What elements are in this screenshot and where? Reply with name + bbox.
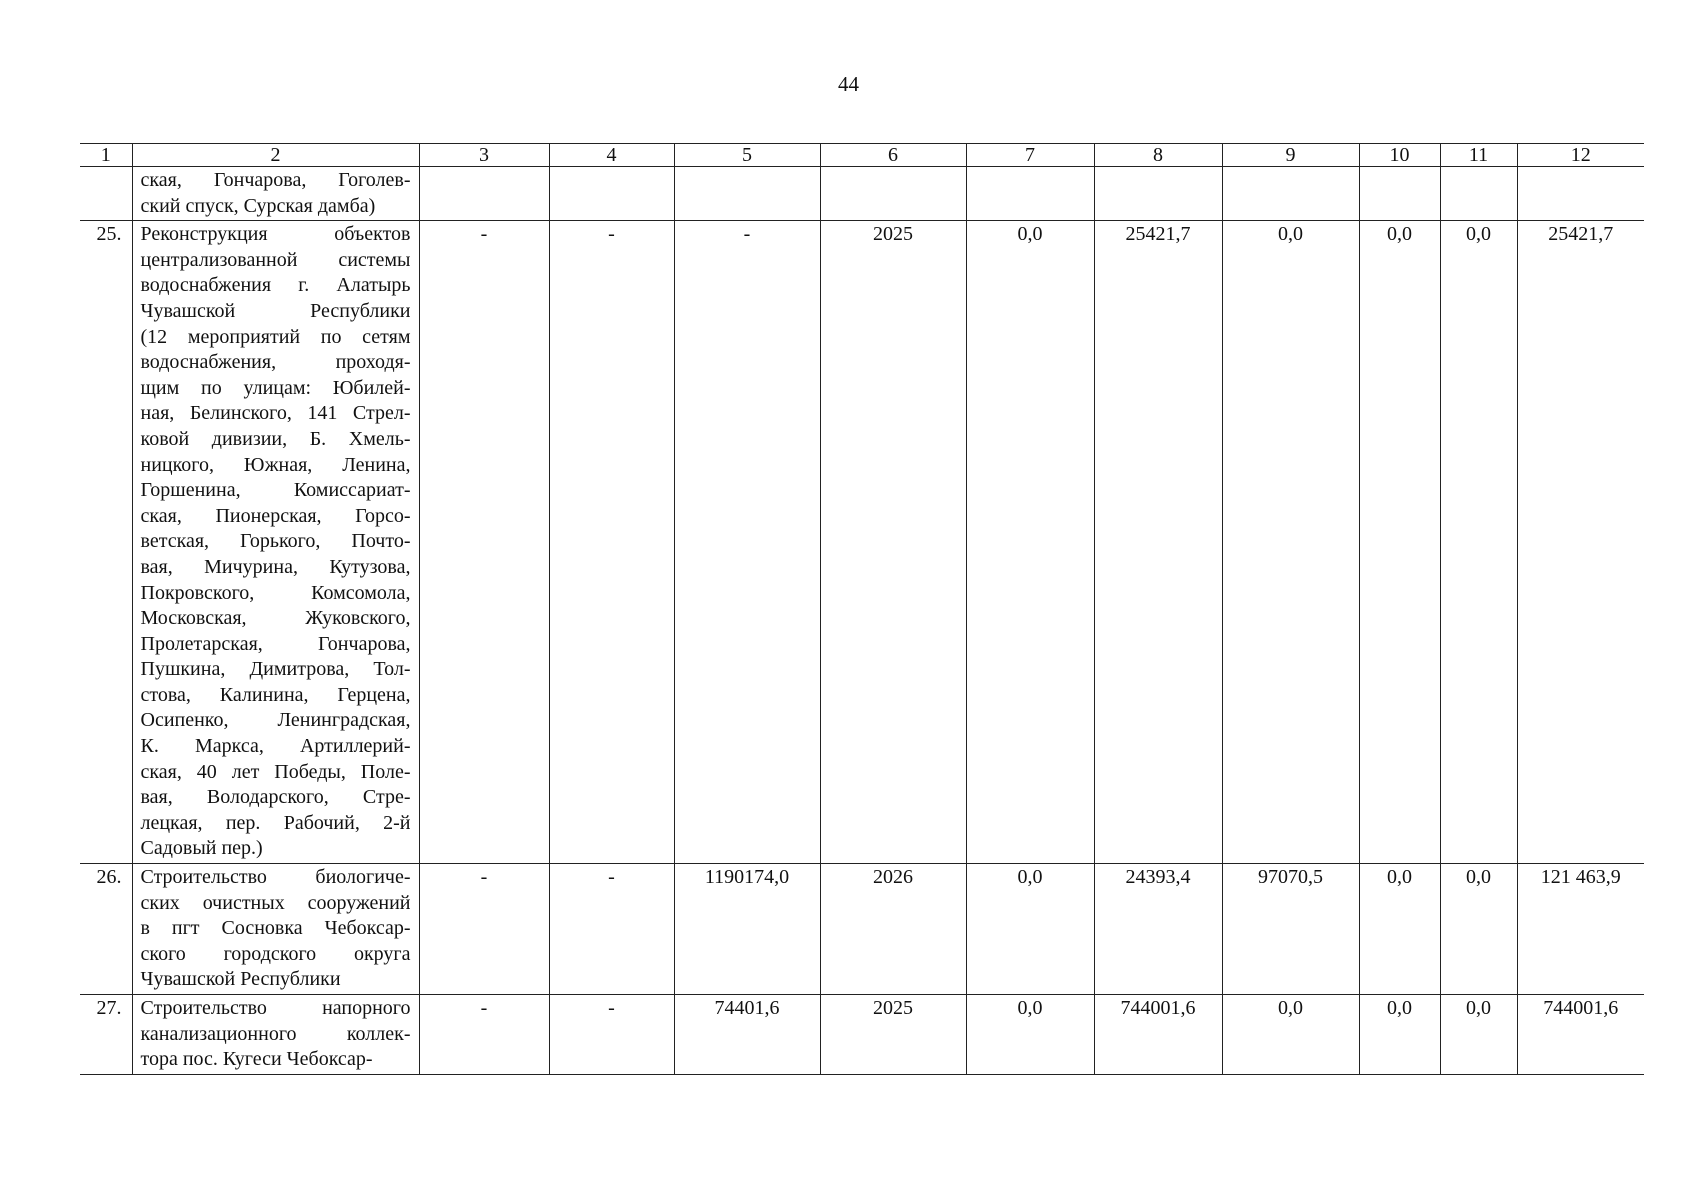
table-cell: - bbox=[419, 221, 549, 864]
table-cell: 25421,7 bbox=[1517, 221, 1644, 864]
row-description bbox=[132, 864, 419, 995]
description-line: водоснабжения, проходя- bbox=[140, 351, 411, 374]
row-number: 25. bbox=[80, 221, 132, 864]
description-line: канализационного коллек- bbox=[140, 1022, 411, 1045]
table-cell: 74401,6 bbox=[674, 995, 820, 1075]
table-cell: 0,0 bbox=[1440, 864, 1517, 995]
table-cell: 0,0 bbox=[1440, 221, 1517, 864]
description-line: Московская, Жуковского, bbox=[140, 607, 411, 630]
description-line: (12 мероприятий по сетям bbox=[140, 325, 411, 348]
table-cell: 0,0 bbox=[1359, 864, 1440, 995]
header-cell: 4 bbox=[549, 144, 674, 167]
table-row bbox=[80, 864, 1644, 995]
table-cell: 0,0 bbox=[1359, 221, 1440, 864]
table-row bbox=[80, 167, 1644, 221]
description-line: ная, Белинского, 141 Стрел- bbox=[140, 402, 411, 425]
description-line: Реконструкция объектов bbox=[140, 223, 411, 246]
description-line: вая, Володарского, Стре- bbox=[140, 786, 411, 809]
description-line: тора пос. Кугеси Чебоксар- bbox=[140, 1048, 373, 1071]
header-cell: 2 bbox=[132, 144, 419, 167]
description-line: Строительство напорного bbox=[140, 997, 411, 1019]
description-line: Садовый пер.) bbox=[140, 837, 263, 860]
description-line: ского городского округа bbox=[140, 942, 411, 965]
header-cell: 6 bbox=[820, 144, 966, 167]
description-line: централизованной системы bbox=[140, 248, 411, 271]
header-cell: 1 bbox=[80, 144, 132, 167]
page-number: 44 bbox=[838, 72, 859, 96]
header-cell: 5 bbox=[674, 144, 820, 167]
table-cell: 2025 bbox=[820, 221, 966, 864]
row-number: 26. bbox=[80, 864, 132, 995]
table-cell bbox=[820, 167, 966, 221]
description-line: ских очистных сооружений bbox=[140, 891, 411, 914]
table-cell: 0,0 bbox=[1222, 221, 1359, 864]
description-line: Пролетарская, Гончарова, bbox=[140, 632, 411, 655]
header-cell: 9 bbox=[1222, 144, 1359, 167]
description-line: ская, Пионерская, Горсо- bbox=[140, 504, 411, 527]
table-row bbox=[80, 995, 1644, 1075]
table-cell bbox=[1094, 167, 1222, 221]
description-line: К. Маркса, Артиллерий- bbox=[140, 735, 411, 758]
header-cell: 11 bbox=[1440, 144, 1517, 167]
table-cell: 1190174,0 bbox=[674, 864, 820, 995]
table-cell bbox=[1440, 167, 1517, 221]
table-cell: 744001,6 bbox=[1094, 995, 1222, 1075]
table-cell bbox=[966, 167, 1094, 221]
description-line: лецкая, пер. Рабочий, 2-й bbox=[140, 811, 411, 834]
row-number: 27. bbox=[80, 995, 132, 1075]
table-cell: 24393,4 bbox=[1094, 864, 1222, 995]
table-cell: 0,0 bbox=[966, 995, 1094, 1075]
header-cell: 7 bbox=[966, 144, 1094, 167]
row-description bbox=[132, 221, 419, 864]
table-cell: - bbox=[674, 221, 820, 864]
table-cell: 744001,6 bbox=[1517, 995, 1644, 1075]
table-cell: - bbox=[419, 995, 549, 1075]
header-cell: 10 bbox=[1359, 144, 1440, 167]
table-cell bbox=[549, 167, 674, 221]
table-header-row bbox=[80, 144, 1644, 167]
table-cell: 0,0 bbox=[966, 221, 1094, 864]
table-cell: - bbox=[549, 221, 674, 864]
data-table bbox=[80, 143, 1644, 1075]
description-line: ская, 40 лет Победы, Поле- bbox=[140, 760, 411, 783]
table-cell: 2026 bbox=[820, 864, 966, 995]
table-cell bbox=[1517, 167, 1644, 221]
description-line: Чувашской Республики bbox=[140, 968, 341, 991]
description-line: Строительство биологиче- bbox=[140, 866, 411, 889]
table-cell: 0,0 bbox=[966, 864, 1094, 995]
description-line: щим по улицам: Юбилей- bbox=[140, 376, 411, 399]
description-line: ская, Гончарова, Гоголев- bbox=[140, 169, 411, 191]
row-description bbox=[132, 995, 419, 1075]
description-line: Осипенко, Ленинградская, bbox=[140, 709, 411, 732]
table-row bbox=[80, 221, 1644, 864]
table-cell: 0,0 bbox=[1222, 995, 1359, 1075]
table-cell: 2025 bbox=[820, 995, 966, 1075]
description-line: Чувашской Республики bbox=[140, 299, 411, 322]
table-cell: - bbox=[549, 995, 674, 1075]
table-cell: 121 463,9 bbox=[1517, 864, 1644, 995]
table-cell: - bbox=[549, 864, 674, 995]
description-line: Покровского, Комсомола, bbox=[140, 581, 411, 604]
description-line: стова, Калинина, Герцена, bbox=[140, 683, 411, 706]
table-cell bbox=[419, 167, 549, 221]
description-line: в пгт Сосновка Чебоксар- bbox=[140, 917, 411, 940]
table-cell: 25421,7 bbox=[1094, 221, 1222, 864]
table-cell bbox=[674, 167, 820, 221]
description-line: Пушкина, Димитрова, Тол- bbox=[140, 658, 411, 681]
table-cell: 97070,5 bbox=[1222, 864, 1359, 995]
description-line: ветская, Горького, Почто- bbox=[140, 530, 411, 553]
description-line: ницкого, Южная, Ленина, bbox=[140, 453, 411, 476]
description-line: вая, Мичурина, Кутузова, bbox=[140, 555, 411, 578]
description-line: ский спуск, Сурская дамба) bbox=[140, 194, 376, 217]
table-body bbox=[80, 144, 1644, 1075]
row-description bbox=[132, 167, 419, 221]
header-cell: 3 bbox=[419, 144, 549, 167]
table-cell bbox=[1359, 167, 1440, 221]
table-cell bbox=[1222, 167, 1359, 221]
table-cell: 0,0 bbox=[1359, 995, 1440, 1075]
table-cell: - bbox=[419, 864, 549, 995]
header-cell: 8 bbox=[1094, 144, 1222, 167]
description-line: водоснабжения г. Алатырь bbox=[140, 274, 411, 297]
table-cell: 0,0 bbox=[1440, 995, 1517, 1075]
description-line: ковой дивизии, Б. Хмель- bbox=[140, 427, 411, 450]
description-line: Горшенина, Комиссариат- bbox=[140, 479, 411, 502]
header-cell: 12 bbox=[1517, 144, 1644, 167]
row-number bbox=[80, 167, 132, 221]
